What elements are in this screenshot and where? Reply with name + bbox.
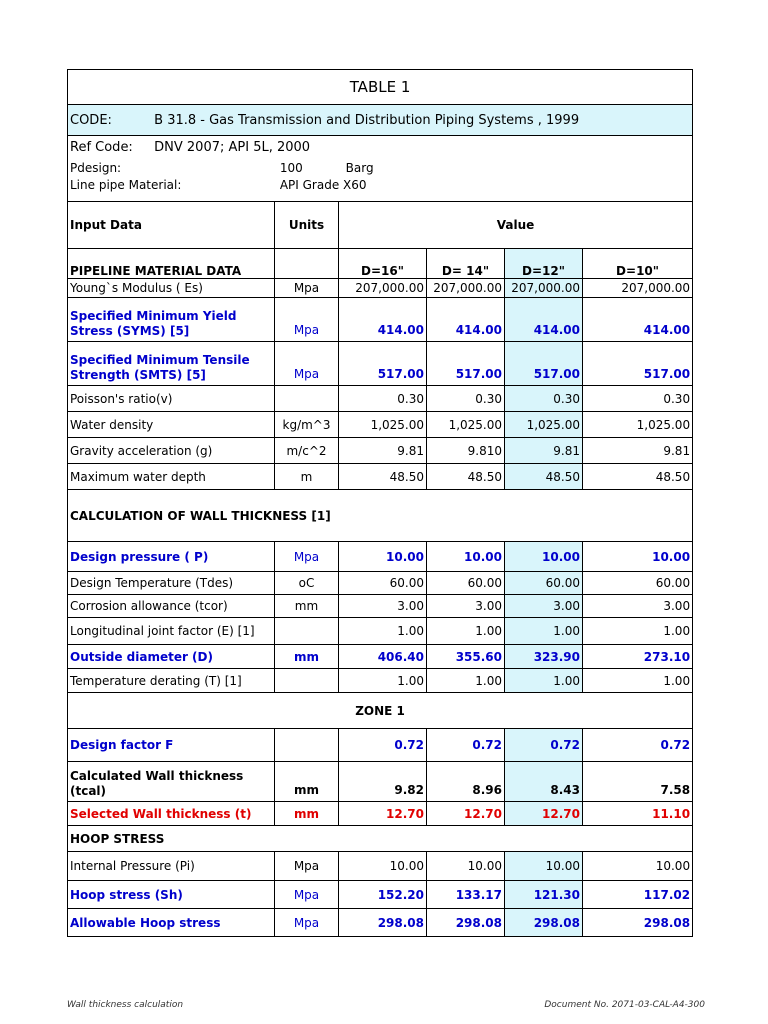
- ref-block: [68, 136, 693, 202]
- row-label: Design Temperature (Tdes): [68, 572, 275, 595]
- header-value: Value: [339, 202, 693, 249]
- row-value: 298.08: [339, 909, 427, 937]
- hoop-section-label: HOOP STRESS: [68, 826, 693, 852]
- diameter-header: D= 14": [427, 249, 505, 279]
- row-label: Poisson's ratio(v): [68, 386, 275, 412]
- table-row: [68, 729, 693, 762]
- row-value: 323.90: [505, 645, 583, 669]
- row-unit: Mpa: [275, 342, 339, 386]
- row-value: 1,025.00: [583, 412, 693, 438]
- row-value: 1.00: [583, 618, 693, 645]
- wall-section-label: CALCULATION OF WALL THICKNESS [1]: [68, 490, 693, 542]
- row-value: 60.00: [505, 572, 583, 595]
- row-label: Selected Wall thickness (t): [68, 802, 275, 826]
- row-value: 517.00: [339, 342, 427, 386]
- row-value: 1,025.00: [339, 412, 427, 438]
- code-label: CODE:: [70, 112, 112, 128]
- table-row: [68, 542, 693, 572]
- row-value: 273.10: [583, 645, 693, 669]
- row-value: 152.20: [339, 881, 427, 909]
- row-value: 3.00: [339, 595, 427, 618]
- row-value: 48.50: [583, 464, 693, 490]
- row-label: Design factor F: [68, 729, 275, 762]
- row-value: 0.72: [339, 729, 427, 762]
- table-row: [68, 342, 693, 386]
- diameter-header: D=12": [505, 249, 583, 279]
- row-unit: Mpa: [275, 542, 339, 572]
- row-value: 9.81: [583, 438, 693, 464]
- row-label: Maximum water depth: [68, 464, 275, 490]
- row-value: 7.58: [583, 762, 693, 802]
- table-row: [68, 909, 693, 937]
- row-value: 207,000.00: [427, 279, 505, 298]
- table-row: [68, 279, 693, 298]
- row-value: 12.70: [505, 802, 583, 826]
- row-value: 1.00: [505, 618, 583, 645]
- row-value: 10.00: [427, 542, 505, 572]
- pdesign-label: Pdesign:: [70, 161, 122, 175]
- row-value: 298.08: [505, 909, 583, 937]
- footer-left: Wall thickness calculation: [67, 1000, 184, 1010]
- row-value: 414.00: [427, 298, 505, 342]
- row-value: 1.00: [339, 669, 427, 693]
- row-value: 0.72: [427, 729, 505, 762]
- row-unit: [275, 618, 339, 645]
- row-unit: [275, 386, 339, 412]
- row-value: 414.00: [505, 298, 583, 342]
- row-unit: m/c^2: [275, 438, 339, 464]
- row-label: Specified Minimum Tensile Strength (SMTS) [5]: [68, 342, 275, 386]
- row-value: 10.00: [339, 542, 427, 572]
- row-value: 121.30: [505, 881, 583, 909]
- row-unit: mm: [275, 802, 339, 826]
- row-value: 298.08: [427, 909, 505, 937]
- row-unit: oC: [275, 572, 339, 595]
- zone-label: ZONE 1: [68, 693, 693, 729]
- code-value: B 31.8 - Gas Transmission and Distribution Piping Systems , 1999: [154, 112, 580, 128]
- row-value: 0.72: [505, 729, 583, 762]
- material-section-label: PIPELINE MATERIAL DATA: [68, 249, 275, 279]
- row-unit: Mpa: [275, 881, 339, 909]
- table-row: [68, 881, 693, 909]
- line-pipe-value: API Grade X60: [279, 178, 367, 192]
- row-label: Temperature derating (T) [1]: [68, 669, 275, 693]
- row-value: 9.81: [505, 438, 583, 464]
- table-row: [68, 618, 693, 645]
- row-label: Water density: [68, 412, 275, 438]
- ref-code-label: Ref Code:: [70, 140, 133, 155]
- row-value: 0.30: [505, 386, 583, 412]
- row-value: 1,025.00: [427, 412, 505, 438]
- row-value: 207,000.00: [505, 279, 583, 298]
- row-value: 414.00: [583, 298, 693, 342]
- table-row: [68, 595, 693, 618]
- table-row: [68, 645, 693, 669]
- row-value: 1.00: [505, 669, 583, 693]
- table-row: [68, 572, 693, 595]
- table-row: [68, 852, 693, 881]
- table-row: [68, 464, 693, 490]
- table-title: TABLE 1: [68, 70, 693, 105]
- row-value: 11.10: [583, 802, 693, 826]
- row-value: 517.00: [427, 342, 505, 386]
- table-row: [68, 298, 693, 342]
- row-value: 10.00: [583, 852, 693, 881]
- row-value: 0.30: [339, 386, 427, 412]
- row-label: Longitudinal joint factor (E) [1]: [68, 618, 275, 645]
- diameter-header: D=16": [339, 249, 427, 279]
- row-value: 0.30: [583, 386, 693, 412]
- row-label: Design pressure ( P): [68, 542, 275, 572]
- footer-right: Document No. 2071-03-CAL-A4-300: [544, 1000, 705, 1010]
- row-unit: Mpa: [275, 852, 339, 881]
- row-value: 9.81: [339, 438, 427, 464]
- row-value: 48.50: [339, 464, 427, 490]
- table-row: [68, 669, 693, 693]
- row-value: 8.96: [427, 762, 505, 802]
- calculation-table: [67, 69, 693, 937]
- row-label: Hoop stress (Sh): [68, 881, 275, 909]
- row-value: 60.00: [583, 572, 693, 595]
- header-units: Units: [275, 202, 339, 249]
- row-value: 414.00: [339, 298, 427, 342]
- row-label: Gravity acceleration (g): [68, 438, 275, 464]
- row-value: 1.00: [427, 669, 505, 693]
- row-unit: m: [275, 464, 339, 490]
- row-value: 10.00: [505, 542, 583, 572]
- row-value: 10.00: [427, 852, 505, 881]
- row-value: 60.00: [427, 572, 505, 595]
- row-value: 207,000.00: [583, 279, 693, 298]
- row-unit: kg/m^3: [275, 412, 339, 438]
- row-value: 48.50: [505, 464, 583, 490]
- ref-code-value: DNV 2007; API 5L, 2000: [154, 140, 311, 155]
- table-row: [68, 802, 693, 826]
- table-row: [68, 438, 693, 464]
- table-row: [68, 412, 693, 438]
- row-value: 117.02: [583, 881, 693, 909]
- row-value: 8.43: [505, 762, 583, 802]
- row-label: Internal Pressure (Pi): [68, 852, 275, 881]
- row-value: 10.00: [505, 852, 583, 881]
- row-label: Outside diameter (D): [68, 645, 275, 669]
- row-value: 517.00: [505, 342, 583, 386]
- row-value: 60.00: [339, 572, 427, 595]
- row-value: 12.70: [339, 802, 427, 826]
- row-value: 207,000.00: [339, 279, 427, 298]
- pdesign-unit: Barg: [345, 161, 374, 175]
- row-label: Young`s Modulus ( Es): [68, 279, 275, 298]
- row-unit: Mpa: [275, 298, 339, 342]
- row-unit: mm: [275, 645, 339, 669]
- row-unit: mm: [275, 762, 339, 802]
- row-value: 1.00: [427, 618, 505, 645]
- line-pipe-label: Line pipe Material:: [70, 178, 182, 192]
- row-value: 355.60: [427, 645, 505, 669]
- row-label: Allowable Hoop stress: [68, 909, 275, 937]
- diameter-header: D=10": [583, 249, 693, 279]
- row-value: 406.40: [339, 645, 427, 669]
- row-label: Corrosion allowance (tcor): [68, 595, 275, 618]
- row-unit: Mpa: [275, 279, 339, 298]
- row-unit: [275, 669, 339, 693]
- header-input: Input Data: [68, 202, 275, 249]
- code-row: [68, 105, 693, 136]
- row-unit: [275, 729, 339, 762]
- row-value: 48.50: [427, 464, 505, 490]
- row-value: 1,025.00: [505, 412, 583, 438]
- table-row: [68, 762, 693, 802]
- row-value: 133.17: [427, 881, 505, 909]
- row-value: 10.00: [339, 852, 427, 881]
- row-value: 9.810: [427, 438, 505, 464]
- row-label: Specified Minimum Yield Stress (SYMS) [5]: [68, 298, 275, 342]
- row-unit: Mpa: [275, 909, 339, 937]
- row-value: 517.00: [583, 342, 693, 386]
- pdesign-value: 100: [279, 161, 303, 175]
- row-value: 10.00: [583, 542, 693, 572]
- row-value: 298.08: [583, 909, 693, 937]
- row-value: 3.00: [583, 595, 693, 618]
- row-value: 12.70: [427, 802, 505, 826]
- row-value: 3.00: [427, 595, 505, 618]
- table-row: [68, 386, 693, 412]
- row-value: 9.82: [339, 762, 427, 802]
- row-value: 0.72: [583, 729, 693, 762]
- row-label: Calculated Wall thickness (tcal): [68, 762, 275, 802]
- row-value: 1.00: [583, 669, 693, 693]
- row-unit: mm: [275, 595, 339, 618]
- row-value: 1.00: [339, 618, 427, 645]
- row-value: 3.00: [505, 595, 583, 618]
- row-value: 0.30: [427, 386, 505, 412]
